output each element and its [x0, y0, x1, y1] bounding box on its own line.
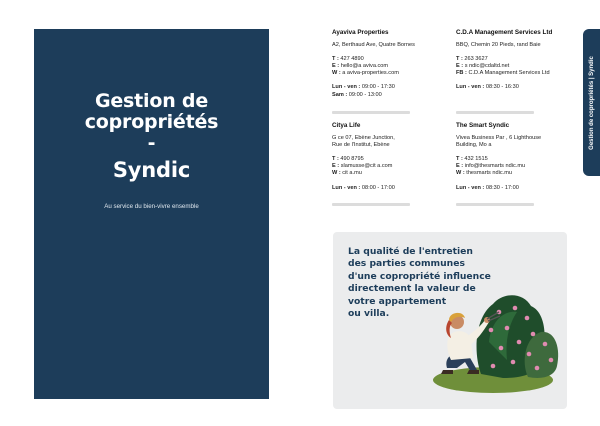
- card-hours: Lun - ven : 09:00 - 17:30: [332, 84, 395, 91]
- cover-subtitle: Au service du bien-vivre ensemble: [104, 203, 199, 210]
- quote-line: votre appartement: [348, 295, 447, 307]
- card-address: BBQ, Chemin 20 Pieds, rand Baie: [456, 42, 541, 49]
- card-divider: [332, 111, 410, 114]
- card-hours: Sam : 09:00 - 13:00: [332, 91, 382, 98]
- card-phone: T : 432 1515: [456, 156, 488, 163]
- quote-line: ou villa.: [348, 308, 390, 320]
- card-address: Rue de l'Institut, Ebène: [332, 142, 390, 149]
- card-email: E : slamusse@cit a.com: [332, 163, 393, 170]
- card-name: Citya Life: [332, 122, 361, 129]
- side-tab: [583, 29, 600, 176]
- card-address: A2, Berthaud Ave, Quatre Bornes: [332, 42, 415, 49]
- card-email: E : hello@a aviva.com: [332, 63, 389, 70]
- card-phone: T : 263 3627: [456, 56, 488, 63]
- card-name: Ayaviva Properties: [332, 29, 389, 36]
- quote-box: [333, 232, 567, 409]
- gardener-illustration: [433, 282, 563, 397]
- card-hours: Lun - ven : 08:30 - 17:00: [456, 184, 519, 191]
- card-address: Vivea Business Par , 6 Lighthouse: [456, 135, 542, 142]
- quote-line: directement la valeur de: [348, 283, 476, 295]
- card-website: W : a aviva-properties.com: [332, 70, 399, 77]
- cover-title: [34, 91, 269, 182]
- cover-title-line: Gestion de: [94, 90, 209, 112]
- cover-title-line: -: [147, 132, 156, 154]
- person-shoe: [441, 370, 453, 374]
- cover-title-line: copropriétés: [84, 111, 219, 133]
- contact-card-cda: [456, 29, 552, 92]
- card-hours: Lun - ven : 08:00 - 17:00: [332, 184, 395, 191]
- side-tab-label: Gestion de copropriétés | Syndic: [588, 55, 595, 150]
- card-phone: T : 427 4890: [332, 56, 364, 63]
- card-divider: [456, 203, 534, 206]
- card-name: The Smart Syndic: [456, 122, 510, 129]
- card-website: W : cit a.mu: [332, 170, 362, 177]
- card-name: C.D.A Management Services Ltd: [456, 29, 553, 36]
- card-facebook: FB : C.D.A Management Services Ltd: [456, 70, 550, 77]
- card-address: Building, Mo a: [456, 142, 492, 149]
- cover-title-line: Syndic: [112, 158, 191, 182]
- card-email: E : s ndic@cdaltd.net: [456, 63, 510, 70]
- card-divider: [332, 203, 410, 206]
- quote-line: des parties communes: [348, 258, 465, 270]
- card-phone: T : 490 8795: [332, 156, 364, 163]
- contact-card-citya: [332, 122, 395, 192]
- card-divider: [456, 111, 534, 114]
- quote-line: La qualité de l'entretien: [348, 246, 473, 257]
- contact-card-smart-syndic: [456, 122, 541, 192]
- person-shoe: [467, 370, 479, 374]
- card-address: G ce 07, Ebène Junction,: [332, 135, 395, 142]
- card-email: E : info@thesmarts ndic.mu: [456, 163, 526, 170]
- cover-panel: [34, 29, 269, 399]
- quote-line: d'une copropriété influence: [348, 270, 491, 282]
- card-website: W : thesmarts ndic.mu: [456, 170, 512, 177]
- contact-card-ayaviva: [332, 29, 415, 99]
- card-hours: Lun - ven : 08:30 - 16:30: [456, 84, 519, 91]
